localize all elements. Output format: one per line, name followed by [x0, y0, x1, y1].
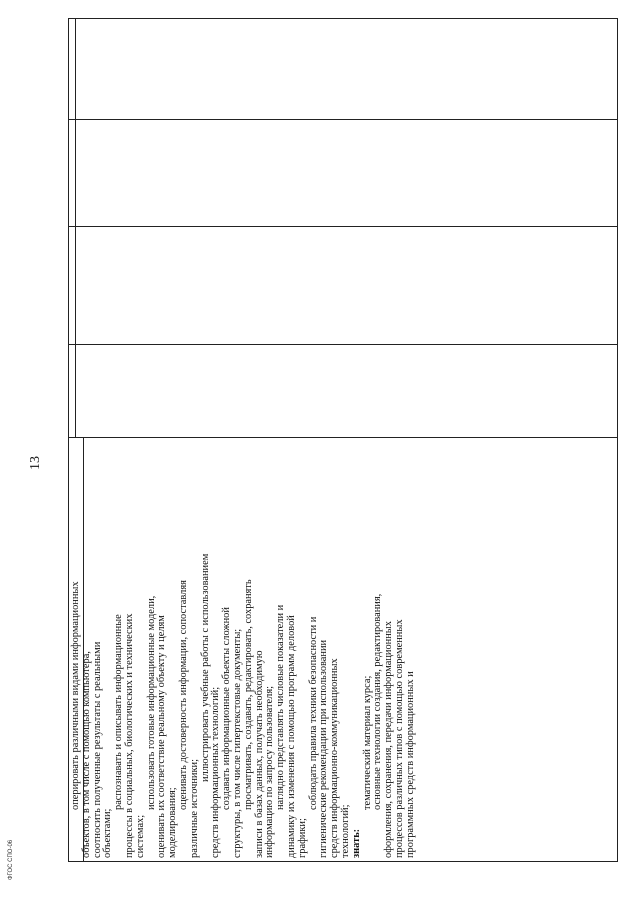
competency-cell: [68, 482, 618, 862]
text-line: графики;: [296, 818, 308, 858]
text-line: технологий;: [339, 804, 351, 858]
table-row-divider: [69, 344, 617, 345]
text-line: структуры, в том числе гипертекстовые документы;: [231, 628, 243, 858]
text-line: основные технологии создания, редактирования,: [372, 593, 384, 810]
text-line: объектов, в том числе с помощью компьютера,: [80, 651, 92, 858]
text-line: процессов различных типов с помощью современных: [393, 619, 405, 858]
text-line: оперировать различными видами информационных: [70, 581, 81, 810]
text-line: средств информационных технологий;: [210, 686, 222, 858]
text-line: иллюстрировать учебные работы с использованием: [199, 553, 211, 782]
text-line: оформления, сохранения, передачи информационных: [383, 621, 395, 858]
text-line: системах;: [134, 814, 146, 858]
text-line: различные источники;: [188, 759, 200, 858]
text-line: программных средств информационных и: [404, 671, 416, 858]
text-line: оценивать достоверность информации, сопоставляя: [177, 580, 189, 810]
text-line: динамику их изменения с помощью программ деловой: [285, 615, 297, 858]
text-line: соотносить полученные результаты с реальными: [91, 641, 103, 858]
text-line: информацию по запросу пользователя;: [264, 686, 276, 858]
text-line: средств информационно-коммуникационных: [329, 658, 341, 858]
text-line: записи в базах данных, получать необходимую: [253, 650, 265, 858]
text-line: оценивать их соответствие реальному объекту и целям: [156, 615, 168, 858]
text-line: использовать готовые информационные модели,: [145, 595, 157, 810]
table-column-divider: [75, 19, 76, 437]
text-line: знать:: [350, 828, 362, 858]
footer-code: ФГОС СПО-06: [8, 839, 14, 880]
table-row-divider: [69, 119, 617, 120]
text-line: наглядно представлять числовые показатели и: [275, 604, 287, 810]
text-line: моделирования;: [167, 787, 179, 858]
text-line: просматривать, создавать, редактировать, сохранять: [242, 579, 254, 810]
text-line: объектами;: [102, 808, 114, 858]
page-number: 13: [28, 456, 43, 470]
text-line: тематический материал курса;: [361, 675, 373, 810]
text-line: соблюдать правила техники безопасности и: [307, 616, 319, 810]
table-row-divider: [69, 226, 617, 227]
text-line: гигиенические рекомендации при использовании: [318, 639, 330, 858]
table-row-divider: [69, 437, 617, 438]
text-line: процессы в социальных, биологических и технических: [123, 613, 135, 858]
text-line: создавать информационные объекты сложной: [221, 607, 233, 810]
text-line: распознавать и описывать информационные: [113, 614, 125, 810]
